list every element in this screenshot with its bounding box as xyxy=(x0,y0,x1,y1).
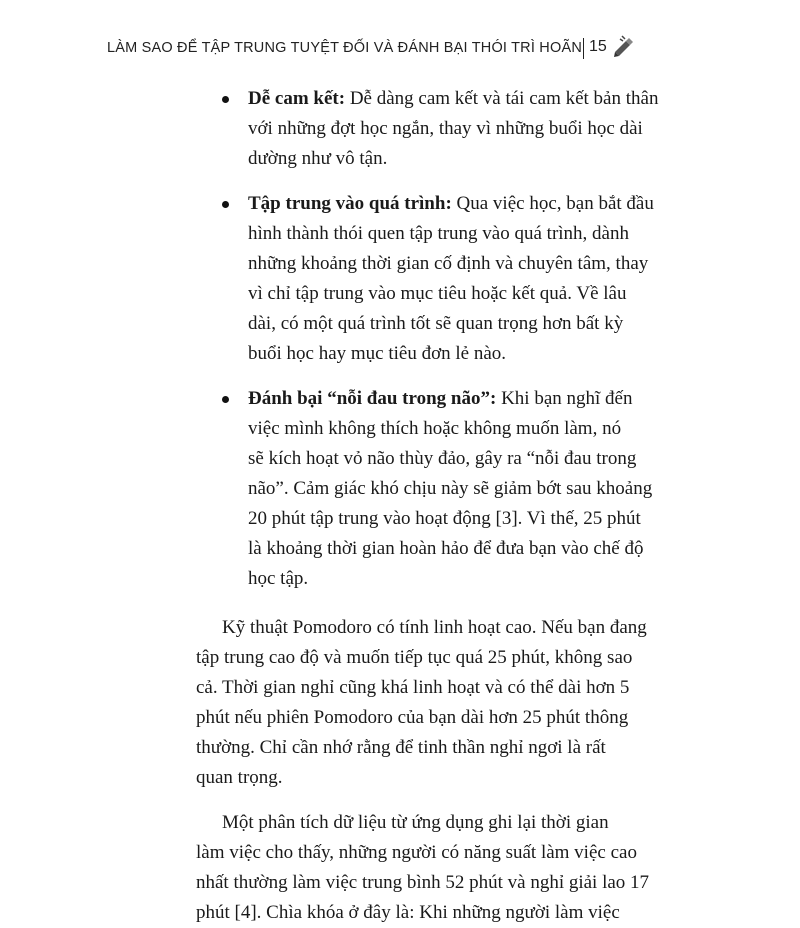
paragraph-line: tập trung cao độ và muốn tiếp tục quá 25 phút, không sao xyxy=(196,647,633,668)
header-divider xyxy=(583,38,584,59)
bullet-line: là khoảng thời gian hoàn hảo để đưa bạn vào chế độ xyxy=(248,538,644,559)
bullet-marker xyxy=(222,396,229,403)
bullet-marker xyxy=(222,201,229,208)
running-header-title: LÀM SAO ĐỂ TẬP TRUNG TUYỆT ĐỐI VÀ ĐÁNH BẠI THÓI TRÌ HOÃN xyxy=(106,40,582,56)
paragraph-line: Một phân tích dữ liệu từ ứng dụng ghi lại thời gian xyxy=(222,812,609,833)
bullet-text: Dễ dàng cam kết và tái cam kết bản thân xyxy=(345,88,659,109)
bullet-line: với những đợt học ngắn, thay vì những buổi học dài xyxy=(248,118,643,139)
paragraph-line: quan trọng. xyxy=(196,767,283,788)
bullet-line: dài, có một quá trình tốt sẽ quan trọng hơn bất kỳ xyxy=(248,313,624,334)
bullet-first-line xyxy=(248,189,654,219)
paragraph-line: nhất thường làm việc trung bình 52 phút và nghỉ giải lao 17 xyxy=(196,872,650,893)
bullet-line: việc mình không thích hoặc không muốn làm, nó xyxy=(248,418,622,439)
bullet-text: Khi bạn nghĩ đến xyxy=(496,388,633,409)
paragraph-line: phút nếu phiên Pomodoro của bạn dài hơn 25 phút thông xyxy=(196,707,629,728)
paragraph-line: làm việc cho thấy, những người có năng suất làm việc cao xyxy=(196,842,637,863)
bullet-term: Dễ cam kết: xyxy=(248,88,346,109)
bullet-line: 20 phút tập trung vào hoạt động [3]. Vì thế, 25 phút xyxy=(248,508,641,529)
page-number: 15 xyxy=(589,38,607,55)
bullet-marker xyxy=(222,96,229,103)
bullet-line: vì chỉ tập trung vào mục tiêu hoặc kết quả. Về lâu xyxy=(248,283,627,304)
pencil-icon xyxy=(612,32,638,58)
bullet-line: sẽ kích hoạt vỏ não thùy đảo, gây ra “nỗi đau trong xyxy=(248,448,637,469)
bullet-text: Qua việc học, bạn bắt đầu xyxy=(451,193,654,214)
bullet-line: dường như vô tận. xyxy=(248,148,388,169)
bullet-term: Tập trung vào quá trình: xyxy=(248,193,452,214)
bullet-line: hình thành thói quen tập trung vào quá trình, dành xyxy=(248,223,629,244)
paragraph-line: thường. Chỉ cần nhớ rằng để tinh thần nghỉ ngơi là rất xyxy=(196,737,606,758)
bullet-line: buổi học hay mục tiêu đơn lẻ nào. xyxy=(248,343,507,364)
paragraph-line: cả. Thời gian nghỉ cũng khá linh hoạt và có thể dài hơn 5 xyxy=(196,677,630,698)
bullet-line: những khoảng thời gian cố định và chuyên tâm, thay xyxy=(248,253,649,274)
paragraph-line: Kỹ thuật Pomodoro có tính linh hoạt cao. Nếu bạn đang xyxy=(222,617,647,638)
bullet-line: não”. Cảm giác khó chịu này sẽ giảm bớt sau khoảng xyxy=(248,478,653,499)
bullet-line: học tập. xyxy=(248,568,309,589)
bullet-first-line xyxy=(248,84,659,114)
paragraph-line: phút [4]. Chìa khóa ở đây là: Khi những người làm việc xyxy=(196,902,620,923)
running-header xyxy=(0,38,800,62)
bullet-term: Đánh bại “nỗi đau trong não”: xyxy=(248,388,497,409)
bullet-first-line xyxy=(248,384,633,414)
